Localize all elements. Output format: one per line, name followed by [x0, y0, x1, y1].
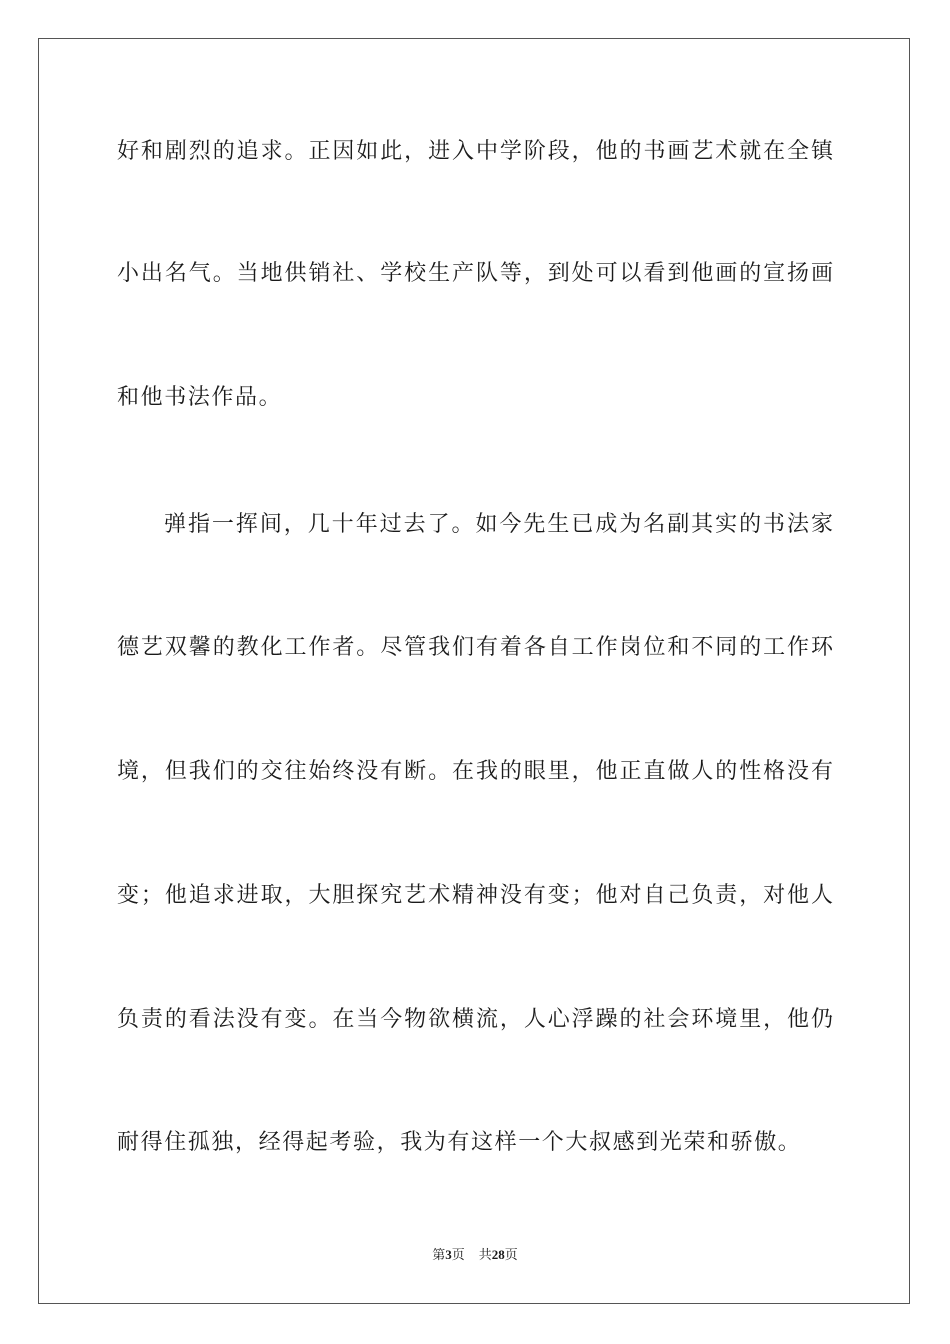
- page-label-prefix: 第: [432, 1248, 446, 1263]
- text-line-2: 小出名气。当地供销社、学校生产队等，到处可以看到他画的宣扬画: [117, 261, 833, 286]
- text-line-5: 德艺双馨的教化工作者。尽管我们有着各自工作岗位和不同的工作环: [117, 635, 833, 660]
- text-line-1: 好和剧烈的追求。正因如此，进入中学阶段，他的书画艺术就在全镇: [117, 139, 833, 164]
- text-line-8: 负责的看法没有变。在当今物欲横流，人心浮躁的社会环境里，他仍: [117, 1007, 833, 1032]
- text-line-3: 和他书法作品。: [117, 385, 283, 410]
- page-label-suffix: 页: [451, 1248, 465, 1263]
- total-page-count: 28: [491, 1247, 505, 1262]
- current-page-number: 3: [445, 1247, 452, 1262]
- text-line-9: 耐得住孤独，经得起考验，我为有这样一个大叔感到光荣和骄傲。: [117, 1130, 802, 1155]
- page-border: [38, 38, 910, 1304]
- total-label-suffix: 页: [504, 1248, 518, 1263]
- total-label-prefix: 共: [478, 1248, 492, 1263]
- text-line-4: 弹指一挥间，几十年过去了。如今先生已成为名副其实的书法家: [164, 512, 833, 537]
- text-line-6: 境，但我们的交往始终没有断。在我的眼里，他正直做人的性格没有: [117, 759, 833, 784]
- text-line-7: 变；他追求进取，大胆探究艺术精神没有变；他对自己负责，对他人: [117, 883, 833, 908]
- page-footer: [0, 1246, 950, 1265]
